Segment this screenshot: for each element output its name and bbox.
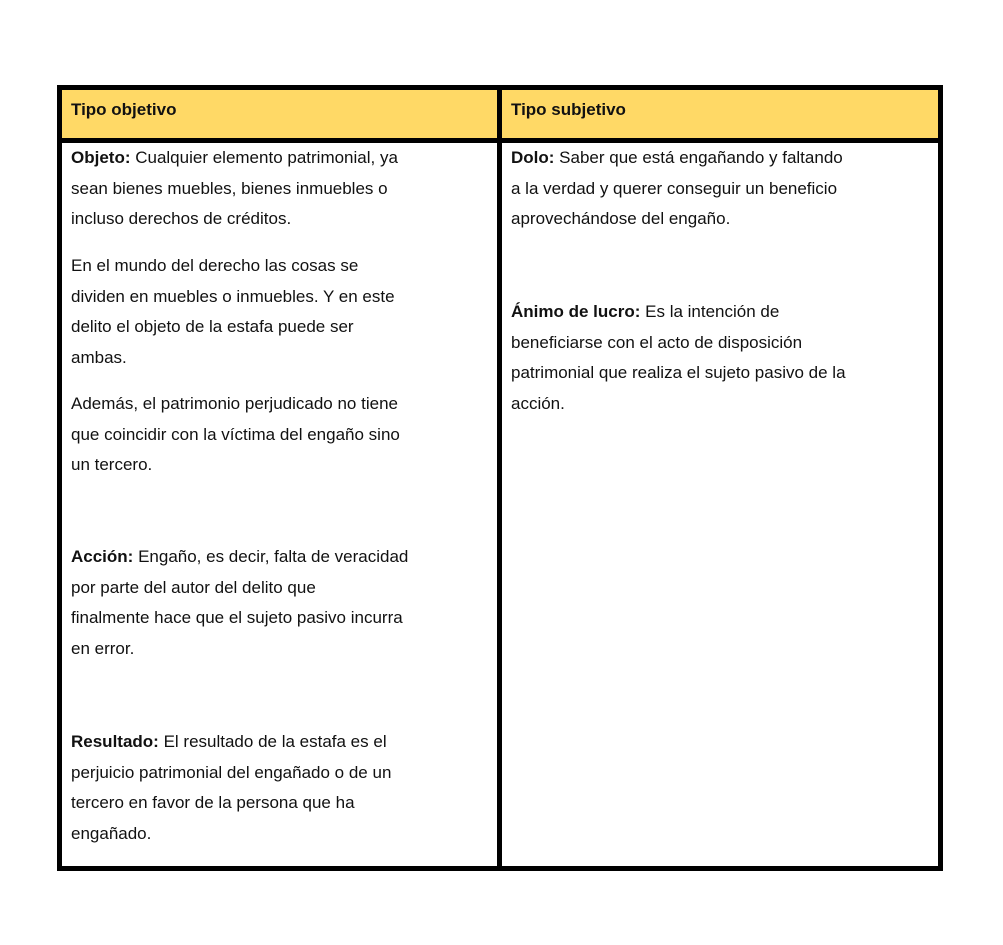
comparison-table [57, 85, 943, 871]
text-content: Saber que está engañando y faltando [554, 148, 843, 167]
text-content: acción. [511, 393, 565, 413]
term-label: Objeto: [71, 148, 131, 167]
text-line [71, 420, 400, 451]
text-line [71, 542, 408, 573]
text-content: un tercero. [71, 455, 153, 474]
text-content: El resultado de la estafa es el [158, 732, 387, 751]
term-label: Resultado: [71, 732, 159, 751]
text-line [511, 389, 846, 420]
text-content: En el mundo del derecho las cosas se [71, 256, 359, 275]
text-content: delito el objeto de la estafa puede ser [71, 317, 354, 336]
text-content: Engaño, es decir, falta de veracidad [133, 547, 409, 566]
header-cell-objective [62, 90, 497, 138]
text-line [71, 343, 395, 374]
text-line [71, 634, 408, 665]
text-content: Es la intención de [640, 302, 780, 321]
text-line [71, 282, 395, 313]
paragraph-patrimonio [71, 389, 400, 481]
text-line [71, 204, 398, 235]
header-cell-subjective [502, 90, 938, 138]
paragraph-objeto [71, 143, 398, 235]
term-label: Ánimo de lucro: [511, 302, 641, 321]
text-line [71, 603, 408, 634]
text-content: dividen en muebles o inmuebles. Y en este [71, 286, 395, 306]
paragraph-dolo [511, 143, 843, 235]
text-content: tercero en favor de la persona que ha [71, 793, 355, 812]
header-tipo-objetivo: Tipo objetivo [71, 100, 177, 119]
term-label: Dolo: [511, 148, 555, 167]
text-content: Cualquier elemento patrimonial, ya [130, 148, 398, 167]
text-content: beneficiarse con el acto de disposición [511, 332, 803, 352]
text-line [511, 358, 846, 389]
text-content: por parte del autor del delito que [71, 577, 316, 597]
text-line [511, 297, 846, 328]
text-line [71, 758, 391, 789]
text-line [511, 204, 843, 235]
paragraph-objeto-detail [71, 251, 395, 373]
text-content: perjuicio patrimonial del engañado o de un [71, 762, 392, 782]
text-content: engañado. [71, 823, 152, 843]
text-line [71, 312, 395, 343]
text-line [71, 251, 395, 282]
border-left [57, 85, 62, 871]
text-line [71, 727, 391, 758]
text-content: finalmente hace que el sujeto pasivo incurra [71, 608, 403, 627]
border-right [938, 85, 943, 871]
paragraph-resultado [71, 727, 391, 849]
text-line [71, 174, 398, 205]
text-content: que coincidir con la víctima del engaño sino [71, 424, 400, 444]
term-label: Acción: [71, 547, 134, 566]
text-line [71, 788, 391, 819]
text-line [511, 143, 843, 174]
text-line [71, 450, 400, 481]
text-content: patrimonial que realiza el sujeto pasivo de la [511, 363, 846, 382]
text-content: incluso derechos de créditos. [71, 209, 292, 228]
text-line [511, 174, 843, 205]
text-line [71, 143, 398, 174]
text-content: ambas. [71, 347, 127, 367]
header-tipo-subjetivo: Tipo subjetivo [511, 100, 626, 119]
paragraph-animo-de-lucro [511, 297, 846, 419]
text-content: en error. [71, 638, 135, 658]
text-line [71, 573, 408, 604]
text-content: sean bienes muebles, bienes inmuebles o [71, 178, 388, 198]
column-divider [497, 85, 502, 871]
text-content: a la verdad y querer conseguir un beneficio [511, 178, 838, 198]
text-line [511, 328, 846, 359]
paragraph-accion [71, 542, 408, 664]
text-line [71, 389, 400, 420]
text-line [71, 819, 391, 850]
text-content: Además, el patrimonio perjudicado no tiene [71, 394, 398, 413]
text-content: aprovechándose del engaño. [511, 209, 731, 228]
